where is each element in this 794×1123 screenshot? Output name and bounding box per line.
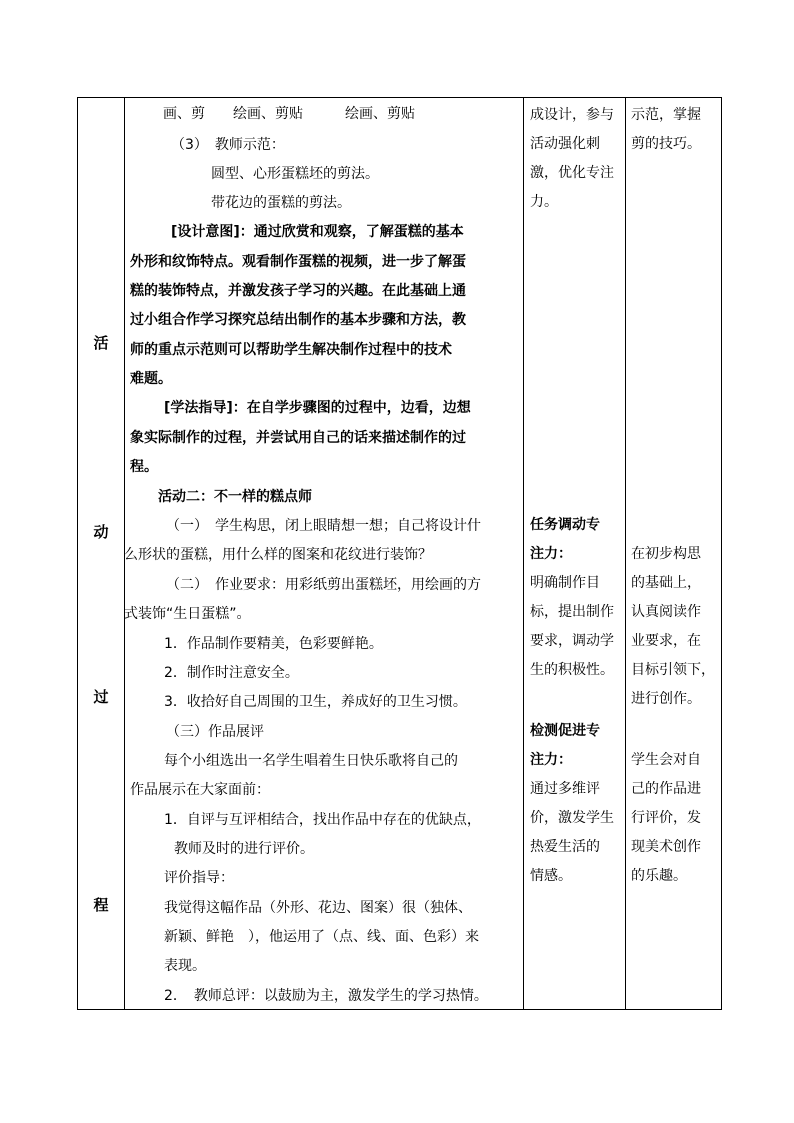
design-intent-line: 难题。 — [130, 371, 172, 387]
method-guide-line: [学法指导]：在自学步骤图的过程中，边看，边想 — [164, 400, 471, 416]
method-guide-line: 象实际制作的过程，并尝试用自己的话来描述制作的过 — [130, 430, 466, 446]
content-line: 表现。 — [164, 958, 206, 974]
content-line: （二） 作业要求：用彩纸剪出蛋糕坯，用绘画的方 — [166, 577, 481, 593]
content-line: 评价指导： — [164, 870, 234, 886]
purpose-line: 明确制作目 — [530, 575, 600, 591]
design-intent-line: 糕的装饰特点，并激发孩子学习的兴趣。在此基础上通 — [130, 283, 466, 299]
purpose-block-2 — [530, 511, 622, 685]
student-line: 进行创作。 — [631, 691, 701, 707]
requirement-item: 1．作品制作要精美，色彩要鲜艳。 — [164, 636, 383, 652]
design-intent-line: 外形和纹饰特点。观看制作蛋糕的视频，进一步了解蛋 — [130, 254, 466, 270]
content-line: 画、剪 绘画、剪贴 绘画、剪贴 — [163, 106, 415, 122]
method-guide-line: 程。 — [130, 459, 158, 475]
purpose-line: 热爱生活的 — [530, 839, 600, 855]
content-line: 新颖、鲜艳 ），他运用了（点、线、面、色彩）来 — [164, 929, 479, 945]
requirement-item: 2．制作时注意安全。 — [164, 665, 299, 681]
student-block-3 — [631, 746, 719, 891]
purpose-line: 标，提出制作 — [530, 604, 614, 620]
student-line: 己的作品进 — [631, 781, 701, 797]
content-line: 圆型、心形蛋糕坯的剪法。 — [211, 166, 379, 182]
purpose-heading: 注力： — [530, 752, 572, 768]
lesson-table — [77, 97, 722, 1010]
side-label: 活 — [93, 334, 109, 352]
student-line: 认真阅读作 — [631, 604, 701, 620]
purpose-line: 成设计，参与 — [530, 107, 614, 123]
purpose-block-3 — [530, 717, 622, 891]
student-line: 业要求，在 — [631, 633, 701, 649]
design-intent-line: 师的重点示范则可以帮助学生解决制作过程中的技术 — [130, 342, 452, 358]
content-line: 教师及时的进行评价。 — [174, 841, 314, 857]
content-line: 每个小组选出一名学生唱着生日快乐歌将自己的 — [164, 753, 458, 769]
purpose-line: 激，优化专注 — [530, 165, 614, 181]
student-line: 示范，掌握 — [631, 107, 701, 123]
content-line: 1．自评与互评相结合，找出作品中存在的优缺点， — [164, 812, 481, 828]
content-line: 2． 教师总评：以鼓励为主，激发学生的学习热情。 — [164, 988, 488, 1004]
side-label: 过 — [93, 688, 109, 706]
student-line: 的基础上， — [631, 575, 701, 591]
student-line: 的乐趣。 — [631, 868, 687, 884]
requirement-item: 3．收拾好自己周围的卫生，养成好的卫生习惯。 — [164, 694, 467, 710]
design-intent-line: [设计意图]：通过欣赏和观察，了解蛋糕的基本 — [171, 224, 464, 240]
purpose-line: 力。 — [530, 194, 558, 210]
purpose-block-1 — [530, 101, 622, 217]
content-line: （三）作品展评 — [166, 724, 264, 740]
student-block-1 — [631, 101, 719, 159]
student-line: 行评价，发 — [631, 810, 701, 826]
purpose-line: 价，激发学生 — [530, 810, 614, 826]
purpose-line: 活动强化刺 — [530, 136, 600, 152]
activity-heading: 活动二：不一样的糕点师 — [158, 489, 312, 505]
column-divider — [625, 98, 626, 1009]
student-line: 剪的技巧。 — [631, 136, 701, 152]
content-line: （3） 教师示范： — [171, 137, 285, 153]
content-line: 么形状的蛋糕，用什么样的图案和花纹进行装饰？ — [124, 547, 432, 563]
side-label: 动 — [93, 523, 109, 541]
content-line: 我觉得这幅作品（外形、花边、图案）很（独体、 — [164, 900, 472, 916]
student-line: 现美术创作 — [631, 839, 701, 855]
side-label: 程 — [93, 896, 109, 914]
column-divider — [523, 98, 524, 1009]
purpose-line: 通过多维评 — [530, 781, 600, 797]
content-line: （一） 学生构思，闭上眼睛想一想；自己将设计什 — [166, 518, 481, 534]
student-line: 学生会对自 — [631, 752, 701, 768]
student-line: 在初步构思 — [631, 546, 701, 562]
purpose-heading: 任务调动专 — [530, 517, 600, 533]
content-line: 式装饰“生日蛋糕”。 — [124, 606, 251, 622]
purpose-heading: 检测促进专 — [530, 723, 600, 739]
design-intent-line: 过小组合作学习探究总结出制作的基本步骤和方法，教 — [130, 312, 466, 328]
content-line: 作品展示在大家面前： — [130, 782, 270, 798]
content-line: 带花边的蛋糕的剪法。 — [211, 195, 351, 211]
student-block-2 — [631, 540, 719, 714]
purpose-line: 要求，调动学 — [530, 633, 614, 649]
purpose-line: 情感。 — [530, 868, 572, 884]
purpose-line: 生的积极性。 — [530, 662, 614, 678]
student-line: 目标引领下， — [631, 662, 715, 678]
purpose-heading: 注力： — [530, 546, 572, 562]
